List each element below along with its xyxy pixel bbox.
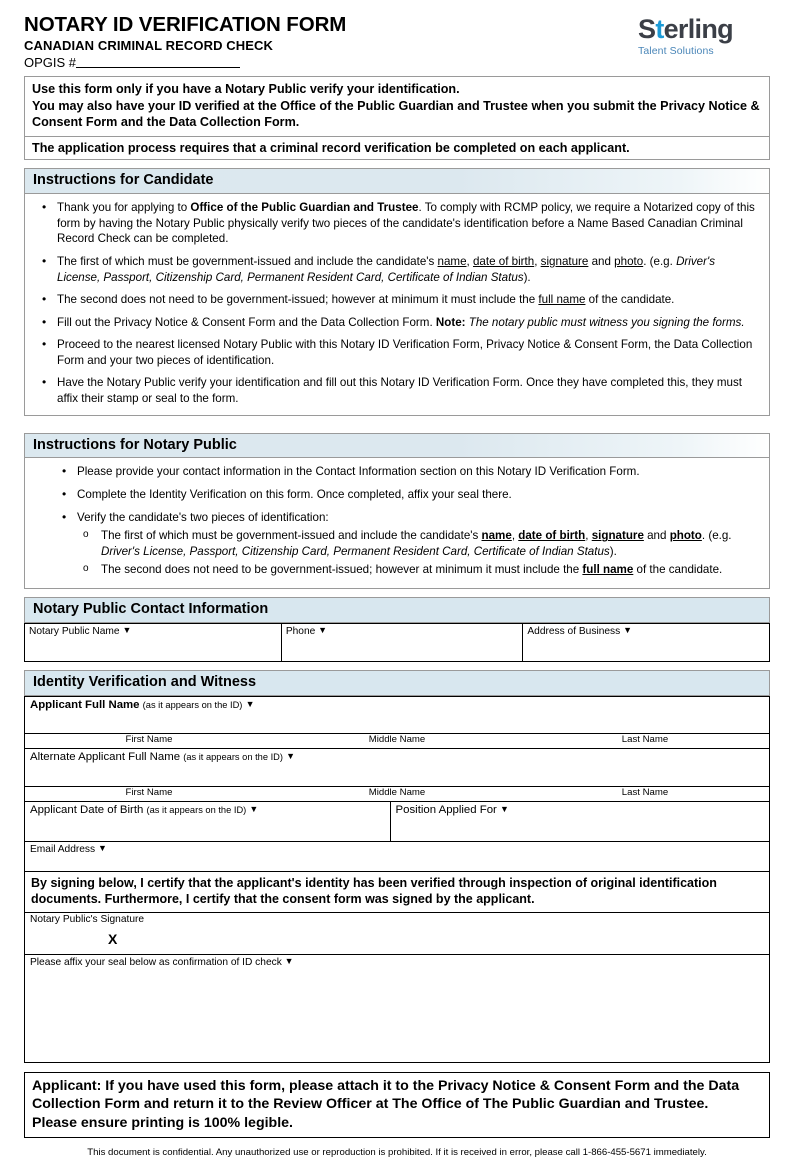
underline-date-of-birth: date of birth [518,529,586,543]
field-notary-seal-area[interactable] [24,955,770,1063]
bullet-text: The first of which must be government-issued and include the candidate's [57,255,438,269]
opgis-label: OPGIS # [24,55,77,71]
underline-name: name [437,255,467,269]
final-notice-paragraph: Applicant: If you have used this form, please attach it to the Privacy Notice & Consent Form and the Data Collection Form and return it to the Review Officer at The Office of The Public Guardian and Trustee. [32,1077,740,1113]
note-text: The notary public must witness you signing the forms. [465,315,745,329]
field-applicant-date-of-birth[interactable] [24,802,390,842]
list-item: • Please provide your contact information in the Contact Information section on this Notary ID Verification Form. [33,464,761,480]
sep: , [466,255,473,269]
field-label: Notary Public's Signature [30,913,145,925]
label-text: Alternate Applicant Full Name [30,750,181,763]
applicant-final-notice [24,1072,770,1138]
page-title: NOTARY ID VERIFICATION FORM [24,13,347,36]
field-label [30,803,390,817]
sterling-logo-tagline: Talent Solutions [638,45,714,57]
bullet-text: Thank you for applying to [57,201,191,215]
caret-down-icon: ▼ [245,698,255,709]
underline-photo: photo [669,529,702,543]
field-label [396,803,769,817]
section-header-contact-information: Notary Public Contact Information [24,597,770,623]
field-label [30,843,769,857]
underline-photo: photo [614,255,644,269]
caret-down-icon: ▼ [500,803,509,814]
column-header-middle-name: Middle Name [368,786,426,798]
label-text: Email Address [30,843,96,855]
underline-name: name [481,529,512,543]
field-label [286,625,523,639]
final-notice-legible: Please ensure printing is 100% legible. [32,1114,293,1131]
label-text: Please affix your seal below as confirmation of ID check [30,956,282,968]
label-text: Notary Public Name [29,625,120,637]
label-text: Position Applied For [395,803,497,816]
caret-down-icon: ▼ [284,955,294,966]
page-subtitle: CANADIAN CRIMINAL RECORD CHECK [24,37,274,53]
field-label [527,625,769,639]
opgis-input-blank[interactable] [76,56,240,68]
bullet-text-cont: . To comply with RCMP policy, we require a Notarized copy of this form by having the Notary Public physically verify two pieces of the candidate's identification before a Name Based Canadian Criminal Record Check can be completed. [57,201,755,246]
list-item [33,292,761,308]
applicant-name-column-labels [24,734,770,749]
caret-down-icon: ▼ [97,842,107,853]
caret-down-icon: ▼ [318,624,328,635]
eg-suffix: ). [523,270,531,284]
caret-down-icon: ▼ [122,624,132,635]
field-label [30,750,769,764]
section-header-identity-verification: Identity Verification and Witness [24,670,770,696]
sterling-logo [638,16,770,57]
usage-notice-box [24,76,770,136]
caret-down-icon: ▼ [286,750,296,761]
field-alternate-applicant-full-name[interactable] [24,749,770,787]
label-hint: (as it appears on the ID) [146,804,247,815]
eg-prefix: . (e.g. [643,255,677,269]
list-item: • Have the Notary Public verify your identification and fill out this Notary ID Verification Form. Once they have completed this, they must affix their stamp or seal to the form. [33,375,761,406]
label-text: Phone [285,625,316,637]
column-header-last-name: Last Name [621,733,669,745]
field-applicant-full-name[interactable] [24,696,770,734]
candidate-instructions-body [24,194,770,415]
underline-full-name: full name [538,293,586,307]
label-text: Applicant Full Name [30,698,140,711]
caret-down-icon: ▼ [623,624,632,635]
column-header-first-name: First Name [125,733,173,745]
sterling-logo-wordmark [638,16,770,43]
list-item [77,528,761,559]
bullet-text: Verify the candidate's two pieces of identification: [77,510,329,524]
label-hint: (as it appears on the ID) [142,699,243,710]
underline-date-of-birth: date of birth [472,255,535,269]
list-item [77,562,761,578]
field-notary-public-name[interactable] [25,623,282,661]
confidentiality-footer: This document is confidential. Any unauthorized use or reproduction is prohibited. If it is received in error, please call 1-866-455-5671 immediately. [87,1147,707,1159]
bullet-text: The second does not need to be government-issued; however at minimum it must include the [57,293,539,307]
caret-down-icon: ▼ [249,803,259,814]
field-phone[interactable] [281,623,523,661]
section-header-notary-instructions: Instructions for Notary Public [24,433,770,459]
sep: , [534,255,541,269]
section-header-candidate-instructions: Instructions for Candidate [24,168,770,194]
list-item [33,200,761,247]
certification-statement: By signing below, I certify that the applicant's identity has been verified through inspection of original identification documents. Furthermore, I certify that the consent form was signed by the applicant. [24,872,770,913]
subbullet-text: The first of which must be government-issued and include the candidate's [101,529,482,543]
sep: and [643,529,670,543]
id-examples: Driver's License, Passport, Citizenship Card, Permanent Resident Card, Certificate of Indian Status [101,544,610,558]
column-header-middle-name: Middle Name [368,733,426,745]
opgis-number-line [24,55,770,72]
list-item [33,510,761,578]
sep: , [585,529,592,543]
subbullet-text: The second does not need to be government-issued; however at minimum it must include the [101,563,583,577]
bullet-text: Fill out the Privacy Notice & Consent Form and the Data Collection Form. [57,315,436,329]
candidate-instruction-list [33,200,761,406]
list-item: • Proceed to the nearest licensed Notary Public with this Notary ID Verification Form, Privacy Notice & Consent Form, the Data Collection Form and your two pieces of identification. [33,337,761,368]
list-item [33,254,761,285]
usage-notice-line-2: You may also have your ID verified at the Office of the Public Guardian and Trustee when you submit the Privacy Notice & Consent Form and the Data Collection Form. [32,98,760,130]
field-position-applied-for[interactable] [390,802,770,842]
column-header-first-name: First Name [125,786,173,798]
eg-prefix: . (e.g. [701,529,732,543]
dob-position-row [24,802,770,842]
subbullet-text-cont: of the candidate. [633,563,723,577]
notary-id-sublist [77,528,761,578]
logo-letter-t-accent: t [655,14,664,44]
label-text: Applicant Date of Birth [30,803,144,816]
list-item: • Complete the Identity Verification on this form. Once completed, affix your seal there. [33,487,761,503]
column-header-last-name: Last Name [621,786,669,798]
document-header [24,14,770,76]
application-process-notice: The application process requires that a criminal record verification be completed on each applicant. [24,136,770,161]
underline-full-name: full name [582,563,634,577]
sep: and [588,255,615,269]
field-email-address[interactable] [24,842,770,872]
logo-letters-erling: erling [663,14,733,44]
logo-letter-s: S [638,14,656,44]
field-address-of-business[interactable] [523,623,770,661]
label-text: Address of Business [527,625,621,637]
bullet-emphasis: Office of the Public Guardian and Trustee [190,201,419,215]
label-hint: (as it appears on the ID) [183,751,283,762]
sep: , [511,529,519,543]
bullet-text-cont: of the candidate. [585,293,675,307]
eg-suffix: ). [609,544,617,558]
field-label [30,956,769,970]
usage-notice-line-1: Use this form only if you have a Notary Public verify your identification. [32,82,460,96]
field-notary-signature[interactable] [24,913,770,955]
underline-signature: signature [591,529,644,543]
table-row [25,623,770,661]
notary-instructions-body [24,458,770,588]
notary-contact-table [24,623,770,662]
alternate-name-column-labels [24,787,770,802]
notary-instruction-list [33,464,761,577]
field-label [29,625,281,639]
field-label [30,698,769,712]
underline-signature: signature [540,255,589,269]
signature-x-mark: X [108,930,118,947]
id-examples: Driver's License, Passport, Citizenship Card, Permanent Resident Card, Certificate of Indian Status [57,255,715,284]
note-label: Note: [435,315,466,329]
list-item [33,315,761,331]
